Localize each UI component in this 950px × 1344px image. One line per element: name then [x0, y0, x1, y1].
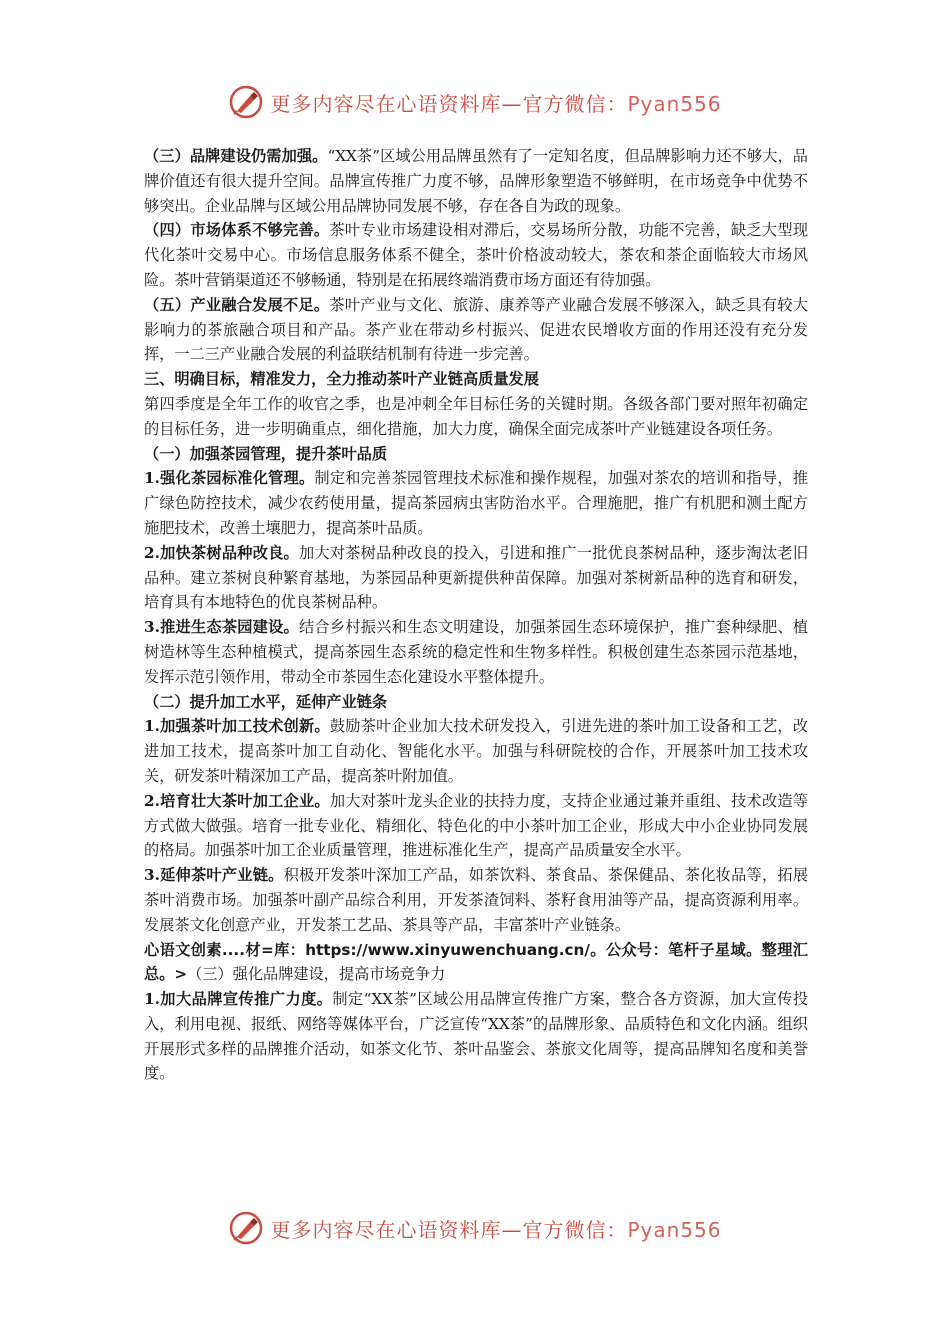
heading-text: （一）加强茶园管理，提升茶叶品质 — [144, 444, 387, 463]
paragraph-lead: 2.培育壮大茶叶加工企业。 — [144, 791, 330, 810]
banner-text — [270, 88, 721, 117]
paragraph-body: “XX茶”区域公用品牌虽然有了一定知名度，但品牌影响力还不够大，品牌价值还有很大提升空间。品牌宣传推广力度不够，品牌形象塑造不够鲜明，在市场竞争中优势不够突出。企业品牌与区域公用品牌协同发展不够，存在各自为政的现象。 — [144, 147, 808, 215]
subsection-heading — [144, 690, 808, 715]
document-body — [144, 144, 808, 1086]
paragraph-lead: （四）市场体系不够完善。 — [144, 221, 330, 240]
paragraph-body: 结合乡村振兴和生态文明建设，加强茶园生态环境保护，推广套种绿肥、植树造林等生态种植模式，提高茶园生态系统的稳定性和生物多样性。积极创建生态茶园示范基地，发挥示范引领作用，带动全市茶园生态化建设水平整体提升。 — [144, 618, 809, 686]
paragraph — [144, 466, 808, 540]
paragraph — [144, 863, 808, 937]
banner-text-main: 更多内容尽在心语资料库—官方微信： — [270, 1217, 628, 1242]
subsection-heading-inline: （三）强化品牌建设，提高市场竞争力 — [187, 965, 446, 984]
banner-handle: Pyan556 — [627, 1217, 722, 1242]
paragraph — [144, 218, 808, 292]
banner-text — [270, 1214, 721, 1243]
paragraph — [144, 293, 808, 367]
paragraph — [144, 615, 808, 689]
paragraph-lead: 1.强化茶园标准化管理。 — [144, 469, 315, 488]
section-heading — [144, 367, 808, 392]
paragraph-lead: （三）品牌建设仍需加强。 — [144, 147, 328, 165]
pen-nib-logo-icon — [228, 84, 264, 120]
paragraph-lead: 3.延伸茶叶产业链。 — [144, 866, 284, 885]
paragraph — [144, 789, 808, 863]
source-note: 心语文创素....材=库：https://www.xinyuwenchuang.cn/。公众号：笔杆子星域。整理汇总。> — [144, 940, 808, 984]
paragraph-lead: 3.推进生态茶园建设。 — [144, 618, 299, 637]
paragraph — [144, 541, 808, 615]
header-banner — [0, 82, 950, 122]
paragraph-body: 制定和完善茶园管理技术标准和操作规程，加强对茶农的培训和指导，推广绿色防控技术，减少农药使用量，提高茶园病虫害防治水平。合理施肥，推广有机肥和测土配方施肥技术，改善土壤肥力，提高茶叶品质。 — [144, 469, 808, 537]
paragraph-body: 第四季度是全年工作的收官之季，也是冲刺全年目标任务的关键时期。各级各部门要对照年初确定的目标任务，进一步明确重点，细化措施，加大力度，确保全面完成茶叶产业链建设各项任务。 — [144, 394, 808, 438]
paragraph-lead: 1.加大品牌宣传推广力度。 — [144, 990, 333, 1009]
heading-text: 三、明确目标，精准发力，全力推动茶叶产业链高质量发展 — [144, 370, 539, 389]
paragraph-body: 制定“XX茶”区域公用品牌宣传推广方案，整合各方资源，加大宣传投入，利用电视、报纸、网络等媒体平台，广泛宣传“XX茶”的品牌形象、品质特色和文化内涵。组织开展形式多样的品牌推介活动，如茶文化节、茶叶品鉴会、茶旅文化周等，提高品牌知名度和美誉度。 — [144, 990, 809, 1083]
paragraph-lead: 2.加快茶树品种改良。 — [144, 543, 299, 562]
paragraph — [144, 392, 808, 442]
paragraph-body: 加大对茶树品种改良的投入，引进和推广一批优良茶树品种，逐步淘汰老旧品种。建立茶树良种繁育基地，为茶园品种更新提供种苗保障。加强对茶树新品种的选育和研发，培育具有本地特色的优良茶树品种。 — [144, 543, 809, 612]
footer-banner — [0, 1208, 950, 1248]
paragraph — [144, 714, 808, 788]
banner-handle: Pyan556 — [627, 91, 722, 116]
source-note-paragraph — [144, 938, 808, 988]
paragraph-body: 加大对茶叶龙头企业的扶持力度，支持企业通过兼并重组、技术改造等方式做大做强。培育一批专业化、精细化、特色化的中小茶叶加工企业，形成大中小企业协同发展的格局。加强茶叶加工企业质量管理，推进标准化生产，提高产品质量安全水平。 — [144, 791, 809, 860]
paragraph-body: 鼓励茶叶企业加大技术研发投入，引进先进的茶叶加工设备和工艺，改进加工技术，提高茶叶加工自动化、智能化水平。加强与科研院校的合作，开展茶叶加工技术攻关，研发茶叶精深加工产品，提高茶叶附加值。 — [144, 717, 809, 785]
paragraph-body: 茶叶产业与文化、旅游、康养等产业融合发展不够深入，缺乏具有较大影响力的茶旅融合项目和产品。茶产业在带动乡村振兴、促进农民增收方面的作用还没有充分发挥，一二三产业融合发展的利益联结机制有待进一步完善。 — [144, 295, 809, 364]
paragraph-body: 茶叶专业市场建设相对滞后，交易场所分散，功能不完善，缺乏大型现代化茶叶交易中心。市场信息服务体系不健全，茶叶价格波动较大，茶农和茶企面临较大市场风险。茶叶营销渠道还不够畅通，特别是在拓展终端消费市场方面还有待加强。 — [144, 221, 809, 289]
paragraph-body: 积极开发茶叶深加工产品，如茶饮料、茶食品、茶保健品、茶化妆品等，拓展茶叶消费市场。加强茶叶副产品综合利用，开发茶渣饲料、茶籽食用油等产品，提高资源利用率。发展茶文化创意产业，开发茶工艺品、茶具等产品，丰富茶叶产业链条。 — [144, 866, 809, 934]
pen-nib-logo-icon — [228, 1210, 264, 1246]
heading-text: （二）提升加工水平，延伸产业链条 — [144, 692, 387, 711]
paragraph-lead: （五）产业融合发展不足。 — [144, 295, 330, 314]
paragraph — [144, 144, 808, 218]
paragraph — [144, 987, 808, 1086]
banner-text-main: 更多内容尽在心语资料库—官方微信： — [270, 91, 628, 116]
paragraph-lead: 1.加强茶叶加工技术创新。 — [144, 717, 330, 736]
subsection-heading — [144, 442, 808, 467]
